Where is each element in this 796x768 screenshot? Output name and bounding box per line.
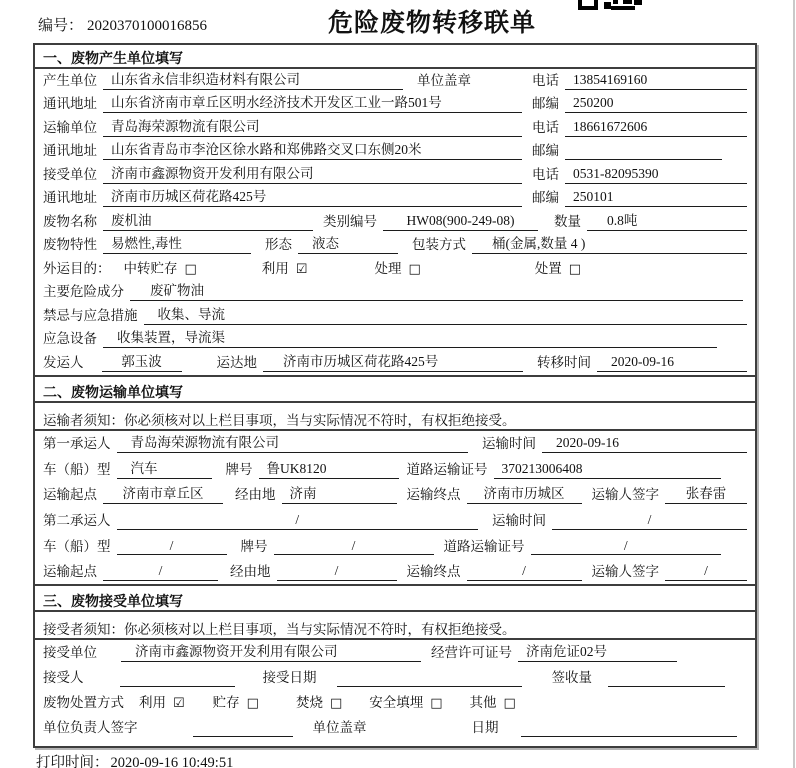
checkbox-option [124, 261, 197, 278]
equipment-value: 收集装置，导流渠 [103, 330, 717, 348]
qr-code-fragment [578, 0, 642, 10]
phone-group [532, 119, 747, 137]
route-end-value: 济南市历城区 [467, 486, 582, 504]
via-value: 济南 [282, 486, 397, 504]
waste-pack-value: 桶(金属,数量 4 ) [472, 236, 747, 254]
receive-unit-3-value: 济南市鑫源物资开发利用有限公司 [121, 644, 421, 662]
row-produce-address [35, 93, 755, 117]
row-receiver-person [35, 665, 755, 690]
waste-form-value: 液态 [298, 236, 398, 254]
phone-group [532, 166, 747, 184]
signed-qty-value [608, 671, 725, 687]
checkbox-icon: □ [568, 261, 582, 277]
row-vehicle-2 [35, 533, 755, 559]
code-label: 类别编号 [323, 213, 377, 229]
phone-label: 电话 [532, 166, 559, 182]
checkbox-icon: □ [184, 261, 197, 277]
vehicle-type-value: 汽车 [117, 461, 212, 479]
checkbox-option [262, 261, 308, 278]
checkbox-icon: □ [329, 696, 343, 712]
field-label: 运输单位 [43, 119, 97, 135]
transfer-time-label: 转移时间 [537, 354, 591, 370]
waste-trait-value: 易燃性,毒性 [103, 236, 251, 254]
purpose-label: 外运目的： [43, 260, 111, 276]
receive-address-value: 济南市历城区荷花路425号 [103, 189, 522, 207]
unit-seal-label: 单位盖章 [312, 720, 367, 736]
field-label: 通讯地址 [43, 96, 97, 112]
section-producer [35, 45, 755, 375]
option-label: 处置 [534, 260, 562, 276]
plate-label: 牌号 [225, 461, 253, 477]
field-label: 运输起点 [43, 564, 97, 580]
date-label: 日期 [471, 720, 499, 736]
receive-phone-value: 0531-82095390 [565, 166, 747, 184]
row-disposal [35, 690, 755, 715]
receiver-person-value [120, 671, 235, 687]
option-label: 贮存 [212, 695, 240, 711]
produce-phone-value: 13854169160 [565, 72, 747, 90]
phone-group [532, 72, 747, 90]
route-end-label: 运输终点 [406, 564, 461, 580]
checkbox-option [470, 695, 516, 712]
vehicle-type-2-value: / [117, 538, 227, 556]
sign-2-value: / [665, 563, 747, 581]
plate-2-value: / [274, 538, 434, 556]
transport-zip-value [565, 144, 722, 160]
route-end-label: 运输终点 [406, 487, 461, 503]
date-value [521, 721, 738, 737]
road-license-value: 370213006408 [494, 461, 722, 479]
field-label: 废物特性 [43, 237, 97, 253]
taboo-value: 收集、导流 [144, 307, 748, 325]
responsible-sign-value [193, 721, 293, 737]
field-label: 发运人 [43, 354, 84, 370]
phone-label: 电话 [532, 72, 559, 88]
carrier-1-value: 青岛海荣源物流有限公司 [117, 435, 469, 453]
row-receive-unit-3 [35, 640, 755, 665]
row-waste-trait [35, 234, 755, 258]
receive-date-label: 接受日期 [262, 670, 317, 686]
waste-code-value: HW08(900-249-08) [383, 213, 538, 231]
produce-unit-value: 山东省永信非织造材料有限公司 [103, 72, 403, 90]
field-label: 第一承运人 [43, 436, 111, 452]
row-dispatch [35, 351, 755, 375]
hazard-value: 废矿物油 [130, 283, 743, 301]
zip-label: 邮编 [532, 143, 559, 159]
seal-label: 单位盖章 [417, 72, 471, 88]
transport-address-value: 山东省青岛市李沧区徐水路和郑佛路交叉口东侧20米 [103, 142, 522, 160]
print-timestamp [36, 751, 233, 768]
page-title: 危险废物转移联单 [328, 10, 537, 37]
route-start-2-value: / [103, 563, 218, 581]
checkbox-option [535, 261, 581, 278]
field-label: 第二承运人 [43, 513, 111, 528]
receiver-notice: 接受者须知：你必须核对以上栏目事项，当与实际情况不符时，有权拒绝接受。 [35, 612, 755, 640]
row-carrier-1 [35, 431, 755, 457]
zip-group [532, 189, 747, 207]
zip-group [532, 143, 747, 160]
qty-label: 数量 [554, 213, 581, 229]
row-purpose [35, 257, 755, 281]
row-produce-unit [35, 69, 755, 93]
transport-time-2-value: / [552, 512, 747, 530]
responsible-sign-label: 单位负责人签字 [43, 720, 138, 736]
transfer-form-table [33, 43, 757, 748]
row-receive-unit [35, 163, 755, 187]
field-label: 产生单位 [43, 72, 97, 88]
serial-number [38, 14, 207, 35]
field-label: 接受单位 [43, 645, 97, 661]
form-label: 形态 [265, 237, 292, 253]
row-route-1 [35, 482, 755, 508]
road-license-label: 道路运输证号 [406, 461, 488, 477]
carrier-2-value: / [117, 512, 479, 530]
zip-group [532, 95, 747, 113]
transport-time-label: 运输时间 [492, 513, 546, 528]
waste-name-value: 废机油 [103, 213, 313, 231]
section-transporter [35, 375, 755, 585]
transport-phone-value: 18661672606 [565, 119, 747, 137]
field-label: 接受人 [43, 670, 84, 686]
plate-value: 鲁UK8120 [259, 461, 399, 479]
field-label: 接受单位 [43, 166, 97, 182]
sign-value: 张春雷 [665, 486, 747, 504]
checkbox-icon: □ [430, 696, 443, 712]
print-time-label: 打印时间： [36, 755, 109, 768]
row-vehicle-1 [35, 456, 755, 482]
checkbox-option [296, 695, 342, 712]
section-3-title: 三、废物接受单位填写 [35, 584, 755, 612]
zip-label: 邮编 [532, 190, 559, 206]
transporter-notice: 运输者须知：你必须核对以上栏目事项，当与实际情况不符时，有权拒绝接受。 [35, 403, 755, 431]
option-label: 安全填埋 [369, 695, 424, 711]
serial-number-value: 2020370100016856 [87, 18, 208, 34]
checkbox-checked-icon: ☑ [173, 696, 185, 712]
checkbox-icon: □ [503, 696, 516, 712]
route-end-2-value: / [467, 563, 582, 581]
section-1-title: 一、废物产生单位填写 [35, 45, 755, 69]
dispatcher-name: 郭玉波 [102, 354, 182, 372]
checkbox-checked-icon: ☑ [295, 261, 308, 277]
pack-label: 包装方式 [412, 237, 466, 253]
row-taboo [35, 304, 755, 328]
row-equipment [35, 328, 755, 352]
row-carrier-2 [35, 507, 755, 533]
field-label: 通讯地址 [43, 143, 97, 159]
serial-number-label: 编号： [38, 18, 84, 34]
option-label: 其他 [469, 695, 497, 711]
via-2-value: / [277, 563, 397, 581]
page-edge-line [793, 0, 795, 768]
checkbox-option [213, 695, 259, 712]
waste-qty-value: 0.8吨 [587, 213, 747, 231]
field-label: 运输起点 [43, 487, 97, 503]
checkbox-option [139, 695, 185, 712]
checkbox-option [374, 261, 420, 278]
road-license-2-value: / [531, 538, 722, 556]
print-time-value: 2020-09-16 10:49:51 [110, 755, 234, 768]
checkbox-icon: □ [246, 696, 259, 712]
section-2-title: 二、废物运输单位填写 [35, 375, 755, 403]
sign-label: 运输人签字 [591, 564, 659, 580]
receive-zip-value: 250101 [565, 189, 747, 207]
produce-zip-value: 250200 [565, 95, 747, 113]
field-label: 车（船）型 [43, 461, 111, 477]
row-receive-address [35, 187, 755, 211]
field-label: 应急设备 [43, 331, 97, 347]
permit-label: 经营许可证号 [431, 645, 512, 661]
row-signoff [35, 715, 755, 740]
produce-address-value: 山东省济南市章丘区明水经济技术开发区工业一路501号 [103, 95, 522, 113]
row-waste-name [35, 210, 755, 234]
transport-time-value: 2020-09-16 [542, 435, 747, 453]
receive-unit-value: 济南市鑫源物资开发利用有限公司 [103, 166, 522, 184]
row-route-2 [35, 558, 755, 584]
transport-unit-value: 青岛海荣源物流有限公司 [103, 119, 522, 137]
transfer-time-value: 2020-09-16 [597, 354, 747, 372]
via-label: 经由地 [230, 564, 271, 580]
field-label: 主要危险成分 [43, 284, 124, 300]
receive-date-value [337, 671, 522, 687]
zip-label: 邮编 [532, 96, 559, 112]
option-label: 利用 [261, 260, 289, 276]
signed-qty-label: 签收量 [551, 670, 592, 686]
row-hazard [35, 281, 755, 305]
sign-label: 运输人签字 [591, 487, 659, 503]
phone-label: 电话 [532, 119, 559, 135]
row-transport-address [35, 140, 755, 164]
option-label: 中转贮存 [123, 260, 178, 276]
option-label: 利用 [139, 695, 166, 711]
field-label: 车（船）型 [43, 538, 111, 554]
dest-value: 济南市历城区荷花路425号 [263, 354, 523, 372]
transport-time-label: 运输时间 [482, 436, 536, 452]
route-start-value: 济南市章丘区 [103, 486, 223, 504]
field-label: 通讯地址 [43, 190, 97, 206]
section-receiver [35, 584, 755, 740]
row-transport-unit [35, 116, 755, 140]
dest-label: 运达地 [216, 354, 257, 370]
option-label: 处理 [374, 260, 402, 276]
field-label: 禁忌与应急措施 [43, 307, 138, 323]
field-label: 废物名称 [43, 213, 97, 229]
permit-value: 济南危证02号 [518, 644, 677, 662]
option-label: 焚烧 [295, 695, 323, 711]
checkbox-icon: □ [408, 261, 421, 277]
checkbox-option [369, 695, 442, 712]
road-license-label: 道路运输证号 [443, 538, 525, 554]
via-label: 经由地 [235, 487, 276, 503]
disposal-label: 废物处置方式 [43, 695, 124, 711]
plate-label: 牌号 [240, 538, 268, 554]
